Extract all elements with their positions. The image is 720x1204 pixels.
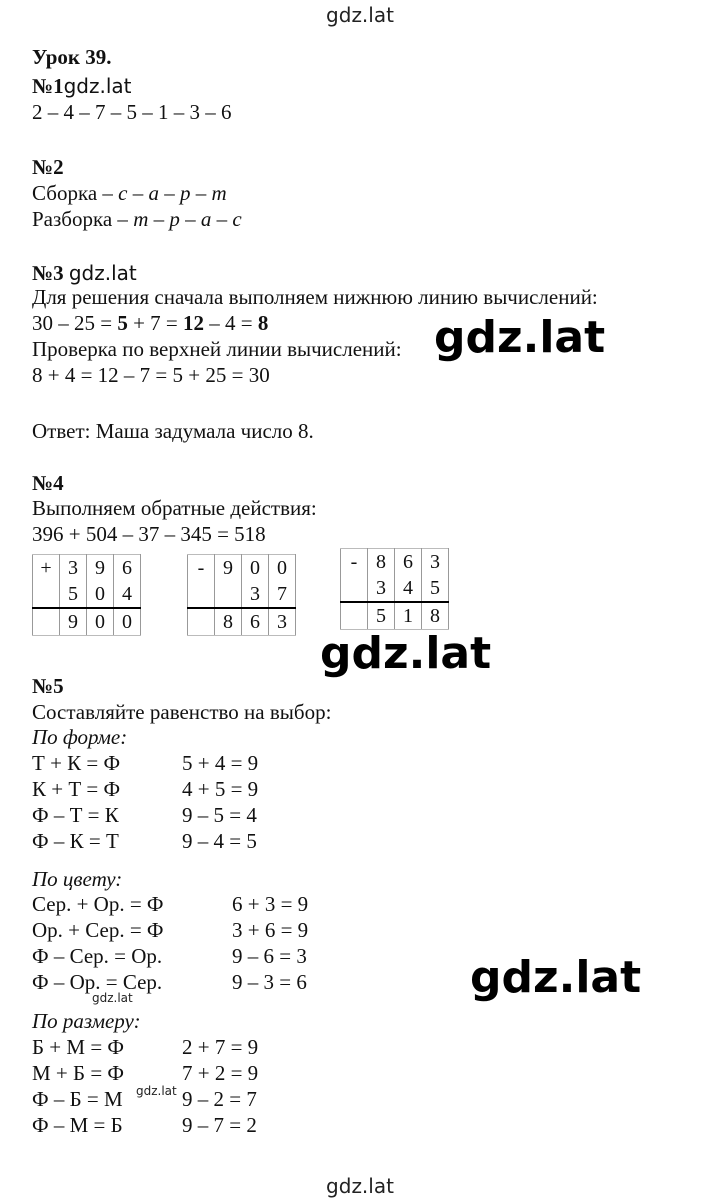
digit-cell: 5 (60, 581, 87, 608)
digit-cell: 6 (395, 549, 422, 576)
group-size-title: По размеру: (32, 1009, 141, 1033)
digit-cell: 8 (422, 602, 449, 630)
equation-numbers: 5 + 4 = 9 (182, 751, 259, 775)
task2-line2-seq: т – р – а – с (133, 207, 242, 231)
digit-cell: 9 (60, 608, 87, 636)
digit-cell: 6 (114, 555, 141, 582)
blank-cell (188, 608, 215, 636)
equation-letters: Ф – Сер. = Ор. (32, 944, 163, 968)
task3-calc (32, 310, 268, 336)
watermark-task3: gdz.lat (68, 261, 137, 285)
equation-numbers: 4 + 5 = 9 (182, 777, 259, 801)
digit-cell: 9 (215, 555, 242, 582)
equation-letters: Ф – М = Б (32, 1113, 123, 1137)
digit-cell: 5 (368, 602, 395, 630)
equation-numbers: 9 – 2 = 7 (182, 1087, 257, 1111)
blank-cell (341, 602, 368, 630)
column-addition-1 (32, 554, 141, 636)
watermark-task1: gdz.lat (63, 74, 132, 98)
task2-line2 (32, 206, 242, 232)
digit-cell: 5 (422, 575, 449, 602)
sign-cell: - (341, 549, 368, 576)
task3-answer: Ответ: Маша задумала число 8. (32, 419, 314, 443)
watermark-big-2: gdz.lat (320, 628, 492, 679)
digit-cell: 8 (368, 549, 395, 576)
equation-numbers: 9 – 5 = 4 (182, 803, 257, 827)
blank-cell (188, 581, 215, 608)
digit-cell: 4 (114, 581, 141, 608)
watermark-big-1: gdz.lat (434, 312, 606, 363)
task4-intro: Выполняем обратные действия: (32, 496, 317, 520)
digit-cell: 0 (87, 608, 114, 636)
digit-cell: 7 (269, 581, 296, 608)
equation-letters: Ф – К = Т (32, 829, 119, 853)
task2-label: №2 (32, 155, 64, 179)
task2-line1-seq: с – а – р – т (118, 181, 227, 205)
watermark-tiny-2: gdz.lat (136, 1084, 177, 1098)
group-color-title: По цвету: (32, 867, 123, 891)
equation-numbers: 9 – 4 = 5 (182, 829, 257, 853)
equation-numbers: 2 + 7 = 9 (182, 1035, 259, 1059)
lesson-title: Урок 39. (32, 45, 112, 69)
task5-intro: Составляйте равенство на выбор: (32, 700, 332, 724)
task3-check-calc: 8 + 4 = 12 – 7 = 5 + 25 = 30 (32, 363, 270, 387)
equation-numbers: 9 – 3 = 6 (232, 970, 307, 994)
digit-cell: 0 (242, 555, 269, 582)
equation-numbers: 9 – 6 = 3 (232, 944, 307, 968)
watermark-bottom: gdz.lat (326, 1174, 394, 1198)
task3-calc-bold: 5 (117, 311, 128, 335)
equation-numbers: 3 + 6 = 9 (232, 918, 309, 942)
equation-letters: М + Б = Ф (32, 1061, 125, 1085)
task3-calc-part: + 7 = (127, 311, 184, 335)
equation-letters: Сер. + Ор. = Ф (32, 892, 164, 916)
equation-letters: Ор. + Сер. = Ф (32, 918, 164, 942)
task3-calc-bold: 12 (183, 311, 205, 335)
digit-cell: 3 (60, 555, 87, 582)
task3-calc-bold: 8 (257, 311, 269, 335)
equation-letters: Б + М = Ф (32, 1035, 125, 1059)
task2-line1 (32, 180, 227, 206)
sign-cell: + (33, 555, 60, 582)
watermark-big-3: gdz.lat (470, 952, 642, 1003)
digit-cell: 0 (87, 581, 114, 608)
equation-numbers: 9 – 7 = 2 (182, 1113, 257, 1137)
digit-cell: 4 (395, 575, 422, 602)
column-subtraction-1 (187, 554, 296, 636)
digit-cell: 1 (395, 602, 422, 630)
blank-cell (33, 581, 60, 608)
digit-cell: 8 (215, 608, 242, 636)
digit-cell: 0 (269, 555, 296, 582)
task4-label: №4 (32, 471, 64, 495)
equation-numbers: 7 + 2 = 9 (182, 1061, 259, 1085)
task3-header (32, 260, 137, 286)
digit-cell: 3 (242, 581, 269, 608)
task1-header (32, 73, 132, 99)
equation-letters: Ф – Т = К (32, 803, 119, 827)
sign-cell: - (188, 555, 215, 582)
task3-calc-part: 30 – 25 = (32, 311, 118, 335)
group-form-title: По форме: (32, 725, 128, 749)
watermark-top: gdz.lat (326, 3, 394, 27)
equation-letters: Ф – Б = М (32, 1087, 123, 1111)
digit-cell: 3 (269, 608, 296, 636)
digit-cell: 3 (422, 549, 449, 576)
equation-numbers: 6 + 3 = 9 (232, 892, 309, 916)
equation-letters: Т + К = Ф (32, 751, 121, 775)
task3-intro: Для решения сначала выполняем нижнюю линию вычислений: (32, 285, 598, 309)
task2-line1-prefix: Сборка – (32, 181, 119, 205)
blank-cell (33, 608, 60, 636)
equation-letters: К + Т = Ф (32, 777, 121, 801)
column-subtraction-2 (340, 548, 449, 630)
task3-calc-part: – 4 = (204, 311, 258, 335)
digit-cell: 0 (114, 608, 141, 636)
blank-cell (341, 575, 368, 602)
digit-cell: 3 (368, 575, 395, 602)
task5-label: №5 (32, 674, 64, 698)
watermark-tiny-1: gdz.lat (92, 991, 133, 1005)
task3-label: №3 (32, 261, 64, 285)
task1-line: 2 – 4 – 7 – 5 – 1 – 3 – 6 (32, 100, 232, 124)
task1-label: №1 (32, 74, 64, 98)
task3-check: Проверка по верхней линии вычислений: (32, 337, 402, 361)
task2-line2-prefix: Разборка – (32, 207, 134, 231)
digit-cell: 6 (242, 608, 269, 636)
equation-letters: Ф – Ор. = Сер. (32, 970, 163, 994)
task4-calc: 396 + 504 – 37 – 345 = 518 (32, 522, 266, 546)
digit-cell: 9 (87, 555, 114, 582)
digit-cell (215, 581, 242, 608)
